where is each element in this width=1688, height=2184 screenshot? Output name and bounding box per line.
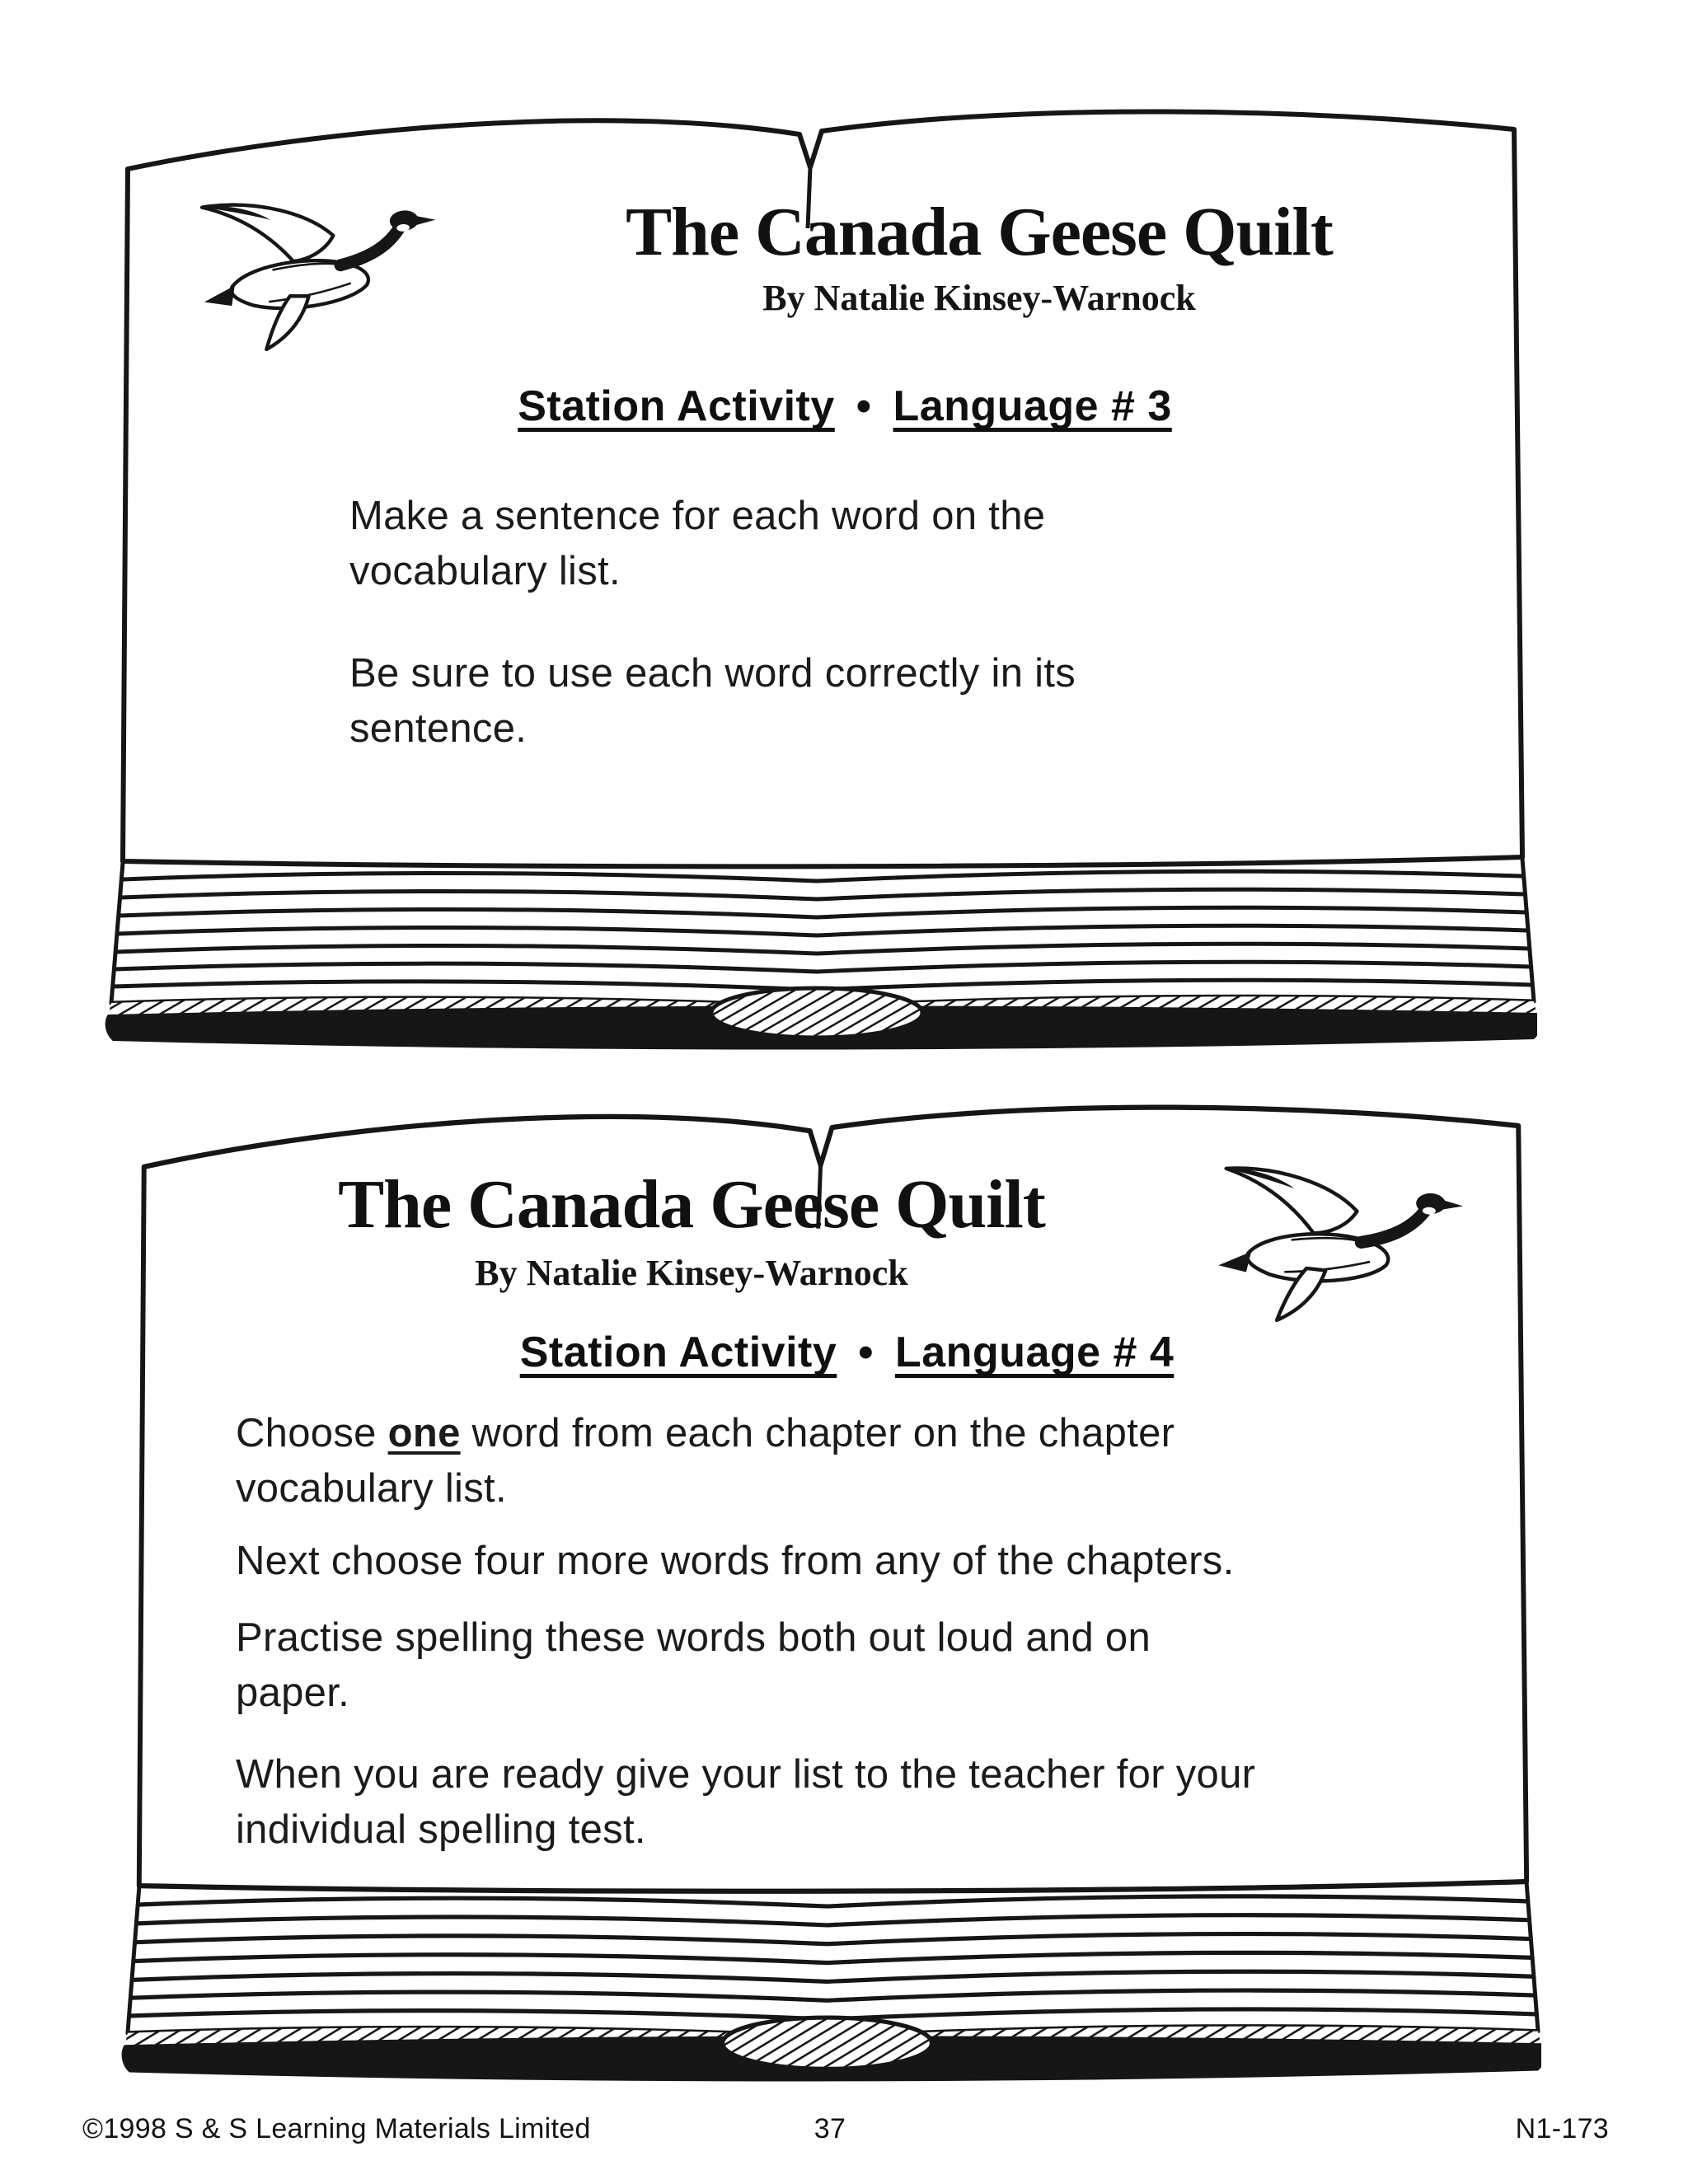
heading-language-number: Language # 3	[893, 382, 1172, 430]
instruction-paragraph	[236, 1747, 1472, 1858]
heading-station-activity: Station Activity	[518, 382, 835, 430]
activity-heading	[152, 1326, 1541, 1379]
activity-card-language-4	[120, 1081, 1541, 2083]
book-title: The Canada Geese Quilt	[626, 194, 1333, 270]
heading-language-number: Language # 4	[894, 1329, 1175, 1376]
emphasized-word: one	[387, 1411, 461, 1455]
instruction-paragraph	[236, 1610, 1456, 1721]
author-byline: By Natalie Kinsey-Warnock	[475, 1253, 908, 1293]
paragraph-line: vocabulary list.	[349, 549, 621, 593]
paragraph-line: individual spelling test.	[236, 1807, 646, 1852]
instruction-paragraph	[349, 646, 1388, 757]
author-byline: By Natalie Kinsey-Warnock	[762, 278, 1196, 318]
paragraph-line: Make a sentence for each word on the	[349, 494, 1046, 538]
paragraph-line: Practise spelling these words both out loud and on	[236, 1615, 1151, 1660]
paragraph-line	[236, 1406, 1456, 1461]
canada-goose-icon	[170, 180, 461, 363]
heading-station-activity: Station Activity	[519, 1329, 837, 1376]
instruction-paragraph	[349, 489, 1388, 599]
book-title: The Canada Geese Quilt	[338, 1166, 1045, 1243]
paragraph-line: When you are ready give your list to the teacher for your	[236, 1752, 1256, 1797]
document-code: N1-173	[1515, 2113, 1609, 2144]
instruction-paragraph	[236, 1534, 1472, 1589]
heading-bullet: •	[856, 382, 872, 430]
paragraph-line: paper.	[236, 1671, 350, 1715]
page-number: 37	[814, 2113, 846, 2144]
activity-card-language-3	[103, 87, 1537, 1051]
canada-goose-icon	[1189, 1157, 1483, 1336]
instruction-paragraph	[236, 1406, 1456, 1516]
heading-bullet: •	[858, 1329, 874, 1376]
paragraph-line: sentence.	[349, 706, 528, 751]
paragraph-line: Be sure to use each word correctly in its	[349, 651, 1076, 696]
paragraph-line: Next choose four more words from any of the chapters.	[236, 1539, 1235, 1583]
paragraph-line: vocabulary list.	[236, 1466, 507, 1511]
copyright-text: ©1998 S & S Learning Materials Limited	[82, 2113, 591, 2144]
paragraph-text: Choose	[236, 1411, 388, 1455]
activity-heading	[152, 380, 1537, 433]
paragraph-text: word from each chapter on the chapter	[460, 1411, 1175, 1455]
